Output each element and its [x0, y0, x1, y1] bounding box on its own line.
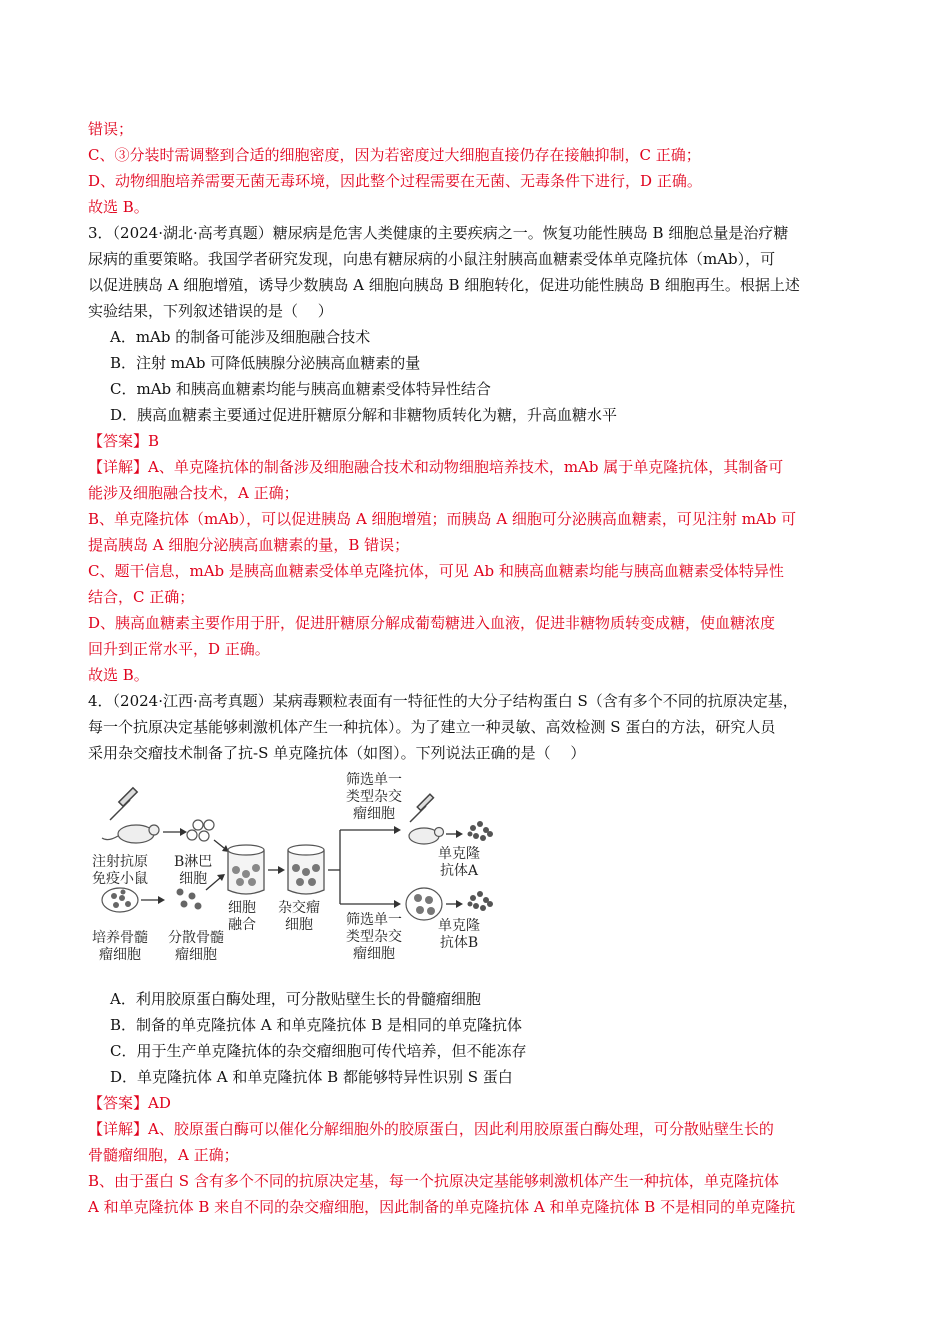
fusion-beaker-icon [228, 845, 264, 894]
explanation-line: 骨髓瘤细胞，A 正确； [88, 1146, 239, 1164]
explanation-line: B、单克隆抗体（mAb），可以促进胰岛 A 细胞增殖；而胰岛 A 细胞可分泌胰高血糖素，可见注射 mAb 可 [88, 510, 797, 528]
question-4 [88, 688, 868, 1220]
label-b-lymphocyte: B淋巴 细胞 [174, 854, 213, 887]
label-screen-bottom: 筛选单一 类型杂交 瘤细胞 [346, 912, 402, 962]
explanation-line: 结合，C 正确； [88, 588, 195, 606]
culture-dish-icon [406, 888, 442, 920]
document-page [88, 116, 868, 1220]
label-screen-top: 筛选单一 类型杂交 瘤细胞 [346, 772, 402, 822]
text-line: D、动物细胞培养需要无菌无毒环境，因此整个过程需要在无菌、无毒条件下进行，D 正确。 [88, 172, 702, 190]
mouse-icon [409, 828, 444, 845]
text-line: C、③分装时需调整到合适的细胞密度，因为若密度过大细胞直接仍存在接触抑制，C 正确； [88, 146, 701, 164]
option-c: C．用于生产单克隆抗体的杂交瘤细胞可传代培养，但不能冻存 [110, 1042, 527, 1060]
question-3 [88, 220, 868, 688]
question-stem-line: 采用杂交瘤技术制备了抗-S 单克隆抗体（如图）。下列说法正确的是（ ） [88, 744, 586, 762]
explanation-line: 【详解】A、单克隆抗体的制备涉及细胞融合技术和动物细胞培养技术，mAb 属于单克隆抗体，其制备可 [88, 458, 784, 476]
question-stem-line: 每一个抗原决定基能够刺激机体产生一种抗体）。为了建立一种灵敏、高效检测 S 蛋白的方法，研究人员 [88, 718, 776, 736]
option-b: B．注射 mAb 可降低胰腺分泌胰高血糖素的量 [110, 354, 421, 372]
option-a: A．mAb 的制备可能涉及细胞融合技术 [110, 328, 371, 346]
question-stem-line: 4．（2024·江西·高考真题）某病毒颗粒表面有一特征性的大分子结构蛋白 S（含有多个不同的抗原决定基， [88, 692, 798, 710]
question-stem-line: 实验结果，下列叙述错误的是（ ） [88, 302, 333, 320]
previous-explanation [88, 116, 868, 220]
explanation-line: 故选 B。 [88, 666, 149, 684]
antibody-cluster-icon [468, 891, 494, 911]
myeloma-cell-icon [177, 889, 202, 910]
culture-dish-icon [102, 888, 138, 912]
option-a: A．利用胶原蛋白酶处理，可分散贴壁生长的骨髓瘤细胞 [110, 990, 481, 1008]
label-antibody-a: 单克隆 抗体A [438, 846, 480, 879]
antibody-cluster-icon [468, 821, 494, 841]
syringe-icon [110, 788, 137, 820]
option-b: B．制备的单克隆抗体 A 和单克隆抗体 B 是相同的单克隆抗体 [110, 1016, 522, 1034]
explanation-line: 提高胰岛 A 细胞分泌胰高血糖素的量，B 错误； [88, 536, 410, 554]
label-myeloma-disperse: 分散骨髓 瘤细胞 [168, 930, 224, 963]
label-myeloma-culture: 培养骨髓 瘤细胞 [92, 930, 148, 963]
b-lymphocyte-icon [187, 820, 214, 841]
option-c: C．mAb 和胰高血糖素均能与胰高血糖素受体特异性结合 [110, 380, 491, 398]
hybridoma-beaker-icon [288, 845, 324, 894]
explanation-line: 回升到正常水平，D 正确。 [88, 640, 270, 658]
question-stem-line: 以促进胰岛 A 细胞增殖，诱导少数胰岛 A 细胞向胰岛 B 细胞转化，促进功能性胰岛 B 细胞再生。根据上述 [88, 276, 800, 294]
explanation-line: C、题干信息，mAb 是胰高血糖素受体单克隆抗体，可见 Ab 和胰高血糖素均能与胰高血糖素受体特异性 [88, 562, 784, 580]
explanation-line: D、胰高血糖素主要作用于肝，促进肝糖原分解成葡萄糖进入血液，促进非糖物质转变成糖，使血糖浓度 [88, 614, 776, 632]
mouse-icon [102, 825, 159, 843]
explanation-line: A 和单克隆抗体 B 来自不同的杂交瘤细胞，因此制备的单克隆抗体 A 和单克隆抗体 B 不是相同的单克隆抗 [88, 1198, 796, 1216]
text-line: 故选 B。 [88, 198, 149, 216]
label-antibody-b: 单克隆 抗体B [438, 918, 480, 951]
hybridoma-diagram [88, 772, 508, 982]
question-stem-line: 尿病的重要策略。我国学者研究发现，向患有糖尿病的小鼠注射胰高血糖素受体单克隆抗体（mAb），可 [88, 250, 776, 268]
syringe-icon [410, 794, 433, 822]
label-cell-fusion: 细胞 融合 [228, 900, 256, 933]
option-d: D．胰高血糖素主要通过促进肝糖原分解和非糖物质转化为糖，升高血糖水平 [110, 406, 618, 424]
text-line: 错误； [88, 120, 134, 138]
answer-label: 【答案】AD [88, 1094, 171, 1112]
explanation-line: 能涉及细胞融合技术，A 正确； [88, 484, 299, 502]
option-d: D．单克隆抗体 A 和单克隆抗体 B 都能够特异性识别 S 蛋白 [110, 1068, 513, 1086]
question-stem-line: 3．（2024·湖北·高考真题）糖尿病是危害人类健康的主要疾病之一。恢复功能性胰岛 B 细胞总量是治疗糖 [88, 224, 789, 242]
label-hybridoma: 杂交瘤 细胞 [278, 900, 320, 933]
explanation-line: 【详解】A、胶原蛋白酶可以催化分解细胞外的胶原蛋白，因此利用胶原蛋白酶处理，可分散贴壁生长的 [88, 1120, 774, 1138]
answer-label: 【答案】B [88, 432, 160, 450]
explanation-line: B、由于蛋白 S 含有多个不同的抗原决定基，每一个抗原决定基能够刺激机体产生一种抗体，单克隆抗体 [88, 1172, 779, 1190]
label-immunized-mouse: 注射抗原 免疫小鼠 [92, 854, 148, 887]
